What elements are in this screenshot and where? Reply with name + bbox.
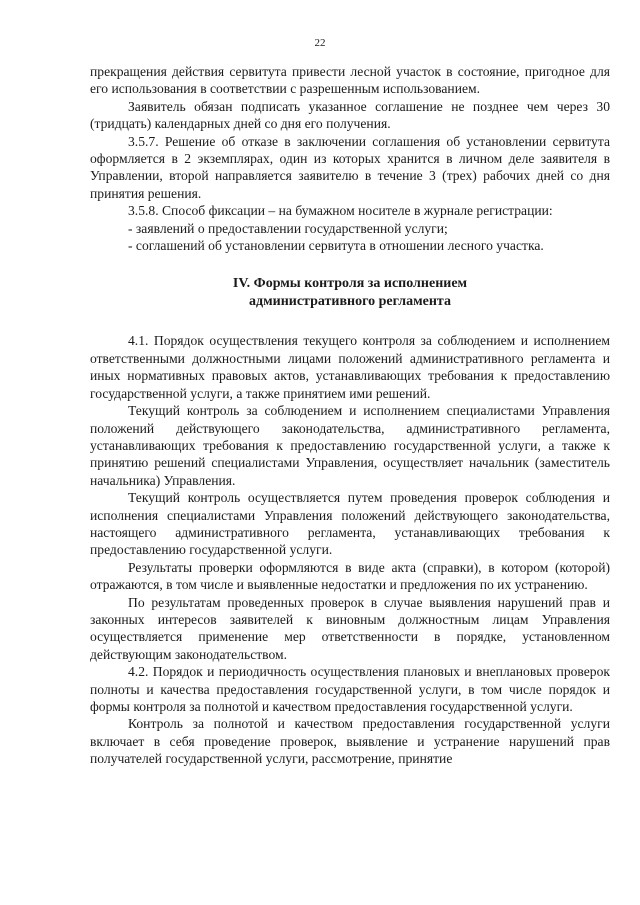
paragraph: Результаты проверки оформляются в виде акта (справки), в котором (которой) отражаются, в том числе и выявленные недостатки и предложения по их устранению. — [90, 559, 610, 593]
paragraph-continuation: прекращения действия сервитута привести лесной участок в состояние, пригодное для его использования в соответствии с разрешенным использованием. — [90, 64, 610, 97]
paragraph: Текущий контроль за соблюдением и исполнением специалистами Управления положений действующего законодательства, административного регламента, устанавливающих требования к предоставлению государственной услуги, а также к принятию решений специалистами Управления, осуществляет начальник (заместитель начальника) Управления. — [90, 403, 610, 488]
paragraph: Заявитель обязан подписать указанное соглашение не позднее чем через 30 (тридцать) календарных дней со дня его получения. — [90, 98, 610, 132]
paragraph-3-5-7: 3.5.7. Решение об отказе в заключении соглашения об установлении сервитута оформляется в 2 экземплярах, один из которых хранится в личном деле заявителя в Управлении, второй направляется заявителю в течение 3 (трех) рабочих дней со дня принятия решения. — [90, 133, 610, 201]
section-heading-line: IV. Формы контроля за исполнением — [232, 276, 468, 292]
paragraph: Текущий контроль осуществляется путем проведения проверок соблюдения и исполнения специалистами Управления положений действующего законодательства, настоящего административного регламента, устанавливающих требования к предоставлению государственной услуги. — [90, 490, 610, 558]
page-number: 22 — [314, 37, 326, 49]
list-item: - соглашений об установлении сервитута в отношении лесного участка. — [128, 238, 544, 254]
paragraph-4-2: 4.2. Порядок и периодичность осуществления плановых и внеплановых проверок полноты и качества предоставления государственной услуги, в том числе порядок и формы контроля за полнотой и качеством предоставления государственной услуги. — [90, 664, 610, 714]
document-body — [90, 63, 610, 768]
paragraph-3-5-8: 3.5.8. Способ фиксации – на бумажном носителе в журнале регистрации: — [128, 203, 553, 219]
section-heading — [90, 275, 610, 311]
paragraph: Контроль за полнотой и качеством предоставления государственной услуги включает в себя проведение проверок, выявление и устранение нарушений прав получателей государственной услуги, рассмотрение, принятие — [90, 716, 610, 767]
paragraph: По результатам проведенных проверок в случае выявления нарушений прав и законных интересов заявителей к виновным должностным лицам Управления осуществляется применение мер ответственности в порядке, установленном действующим законодательством. — [90, 594, 610, 662]
section-heading-line: административного регламента — [249, 294, 451, 310]
paragraph-4-1: 4.1. Порядок осуществления текущего контроля за соблюдением и исполнением ответственными должностными лицами положений административного регламента и иных нормативных правовых актов, устанавливающих требования к предоставлению государственной услуги, а также принятием ими решений. — [90, 333, 610, 401]
list-item: - заявлений о предоставлении государственной услуги; — [128, 220, 448, 236]
